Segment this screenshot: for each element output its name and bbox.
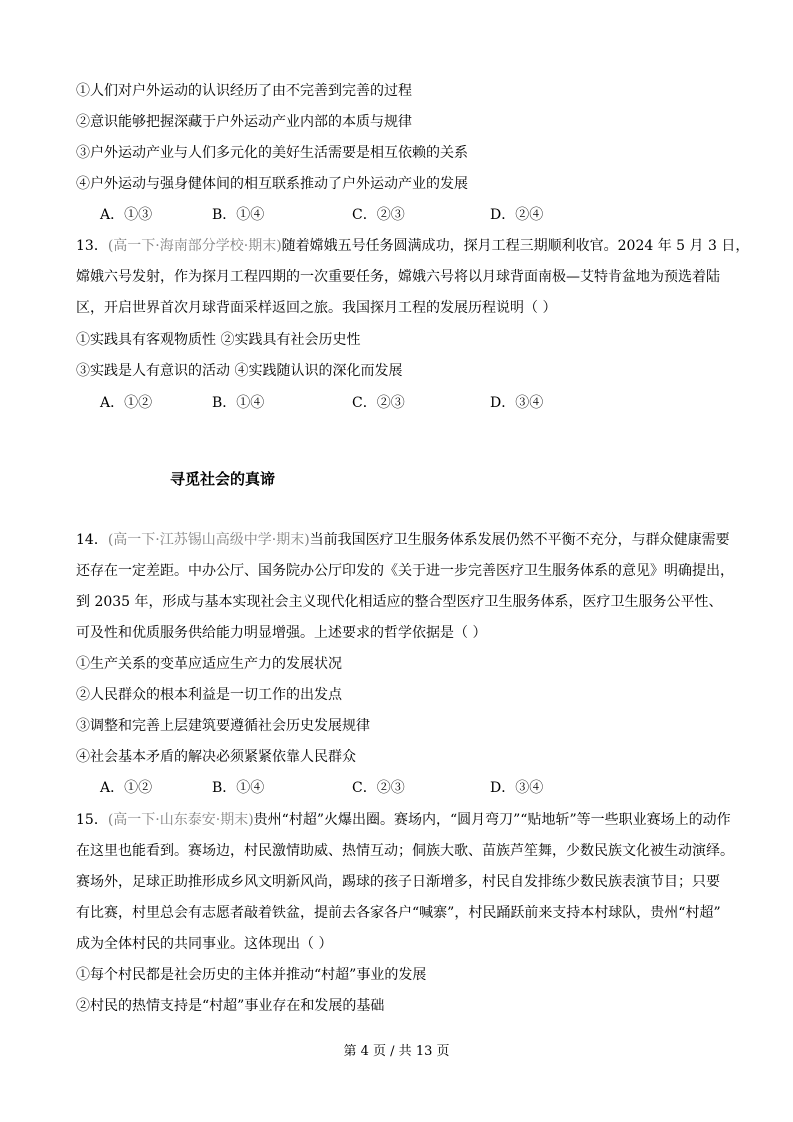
- q13-source: (高一下·海南部分学校·期末): [107, 238, 282, 254]
- q15-number: 15．: [76, 812, 108, 828]
- q13-stem-line-3: 区，开启世界首次月球背面采样返回之旅。我国探月工程的发展历程说明（ ）: [76, 300, 557, 316]
- q12-option-c[interactable]: C．②③: [352, 207, 405, 223]
- q15-stem-line-5: 成为全体村民的共同事业。这体现出（ ）: [76, 936, 333, 952]
- q14-option-d[interactable]: D．③④: [490, 780, 544, 796]
- q13-statements-row-1: ①实践具有客观物质性 ②实践具有社会历史性: [76, 332, 361, 348]
- q14-stem-line-3: 到 2035 年，形成与基本实现社会主义现代化相适应的整合型医疗卫生服务体系，医疗卫生服务公平性、: [76, 594, 723, 610]
- q12-option-a[interactable]: A．①③: [100, 207, 153, 223]
- q15-stem-line-4: 有比赛，村里总会有志愿者敲着铁盆，提前去各家各户“喊寨”，村民踊跃前来支持本村球队，贵州“村超”: [76, 905, 721, 921]
- q15-text-1: 贵州“村超”火爆出圈。赛场内，“圆月弯刀”“贴地斩”等一些职业赛场上的动作: [253, 812, 731, 828]
- q13-number: 13．: [76, 238, 108, 254]
- q14-number: 14．: [76, 532, 108, 548]
- q12-statement-2: ②意识能够把握深藏于户外运动产业内部的本质与规律: [76, 114, 412, 130]
- q14-option-c[interactable]: C．②③: [352, 780, 405, 796]
- q13-stem-line-1: [76, 236, 749, 256]
- q14-statement-1: ①生产关系的变革应适应生产力的发展状况: [76, 656, 342, 672]
- q13-stem-line-2: 嫦娥六号发射，作为探月工程四期的一次重要任务，嫦娥六号将以月球背面南极—艾特肯盆地为预选着陆: [76, 269, 720, 285]
- q14-stem-line-1: [76, 530, 730, 550]
- q14-stem-line-4: 可及性和优质服务供给能力明显增强。上述要求的哲学依据是（ ）: [76, 625, 487, 641]
- q13-options: [100, 393, 700, 413]
- q14-source: (高一下·江苏锡山高级中学·期末): [107, 532, 310, 548]
- q15-stem-line-1: [76, 810, 731, 830]
- q13-text-1: 随着嫦娥五号任务圆满成功，探月工程三期顺利收官。2024 年 5 月 3 日，: [281, 238, 750, 254]
- q15-statement-2: ②村民的热情支持是“村超”事业存在和发展的基础: [76, 998, 385, 1014]
- q14-text-1: 当前我国医疗卫生服务体系发展仍然不平衡不充分，与群众健康需要: [309, 532, 730, 548]
- page-footer: 第 4 页 / 共 13 页: [343, 1044, 450, 1059]
- q14-options: [100, 778, 700, 798]
- q15-source: (高一下·山东泰安·期末): [107, 812, 254, 828]
- q15-stem-line-3: 赛场外，足球正助推形成乡风文明新风尚，踢球的孩子日渐增多，村民自发排练少数民族表演节目；只要: [76, 874, 720, 890]
- q14-option-a[interactable]: A．①②: [100, 780, 153, 796]
- q13-option-a[interactable]: A．①②: [100, 395, 153, 411]
- q12-option-d[interactable]: D．②④: [490, 207, 544, 223]
- q14-stem-line-2: 还存在一定差距。中办公厅、国务院办公厅印发的《关于进一步完善医疗卫生服务体系的意见》明确提出，: [76, 563, 734, 579]
- q12-option-b[interactable]: B．①④: [212, 207, 265, 223]
- q13-option-c[interactable]: C．②③: [352, 395, 405, 411]
- q12-statement-3: ③户外运动产业与人们多元化的美好生活需要是相互依赖的关系: [76, 145, 468, 161]
- q13-option-d[interactable]: D．③④: [490, 395, 544, 411]
- q15-stem-line-2: 在这里也能看到。赛场边，村民激情助威、热情互动；侗族大歌、苗族芦笙舞，少数民族文化被生动演绎。: [76, 843, 734, 859]
- q12-options: [100, 205, 700, 225]
- q14-statement-3: ③调整和完善上层建筑要遵循社会历史发展规律: [76, 718, 370, 734]
- q13-option-b[interactable]: B．①④: [212, 395, 265, 411]
- section-title: 寻觅社会的真谛: [170, 470, 276, 488]
- q13-statements-row-2: ③实践是人有意识的活动 ④实践随认识的深化而发展: [76, 363, 403, 379]
- q12-statement-1: ①人们对户外运动的认识经历了由不完善到完善的过程: [76, 83, 412, 99]
- q14-statement-2: ②人民群众的根本利益是一切工作的出发点: [76, 687, 342, 703]
- q15-statement-1: ①每个村民都是社会历史的主体并推动“村超”事业的发展: [76, 967, 427, 983]
- q14-statement-4: ④社会基本矛盾的解决必须紧紧依靠人民群众: [76, 749, 356, 765]
- q14-option-b[interactable]: B．①④: [212, 780, 265, 796]
- q12-statement-4: ④户外运动与强身健体间的相互联系推动了户外运动产业的发展: [76, 176, 468, 192]
